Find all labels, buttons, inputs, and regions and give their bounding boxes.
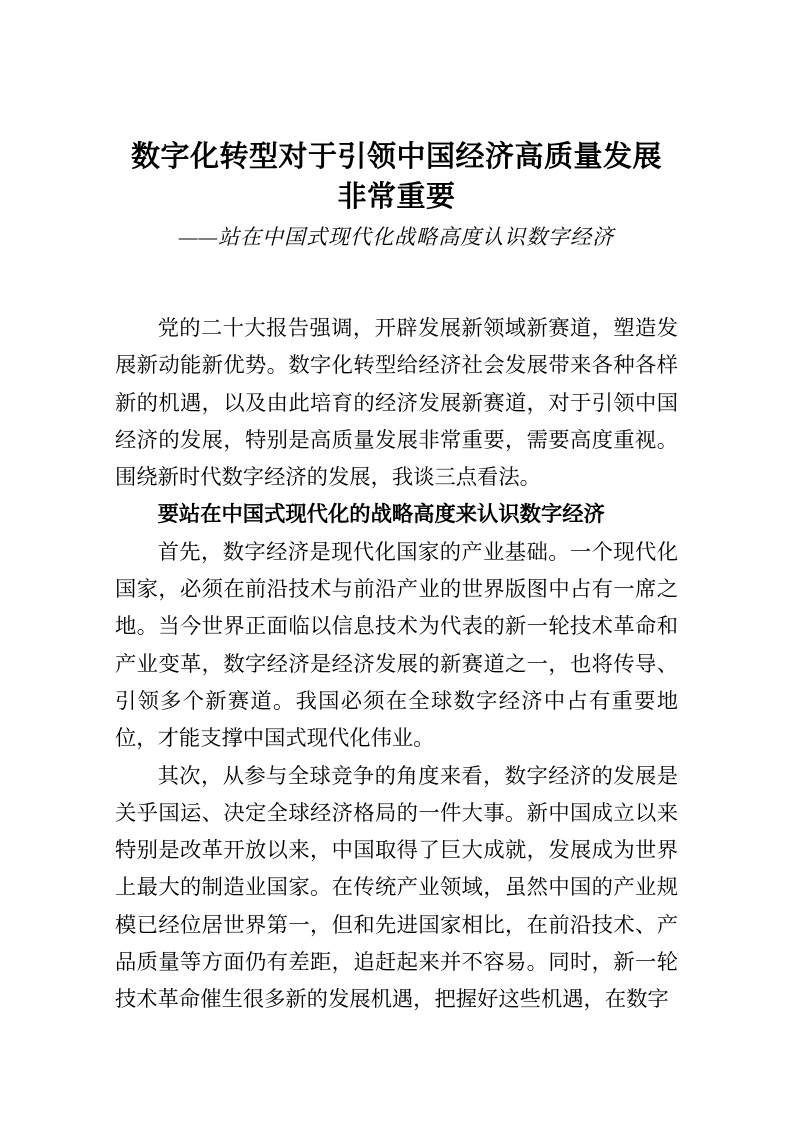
document-title xyxy=(0,137,793,217)
document-body xyxy=(115,310,678,1019)
paragraph-2: 首先，数字经济是现代化国家的产业基础。一个现代化国家，必须在前沿技术与前沿产业的世界版图中占有一席之地。当今世界正面临以信息技术为代表的新一轮技术革命和产业变革，数字经济是经济发展的新赛道之一，也将传导、引领多个新赛道。我国必须在全球数字经济中占有重要地位，才能支撑中国式现代化伟业。 xyxy=(115,539,678,751)
document-subtitle: ——站在中国式现代化战略高度认识数字经济 xyxy=(178,225,615,249)
paragraph-1: 党的二十大报告强调，开辟发展新领域新赛道，塑造发展新动能新优势。数字化转型给经济社会发展带来各种各样新的机遇，以及由此培育的经济发展新赛道，对于引领中国经济的发展，特别是高质量发展非常重要，需要高度重视。围绕新时代数字经济的发展，我谈三点看法。 xyxy=(115,316,678,490)
paragraph-3: 其次，从参与全球竞争的角度来看，数字经济的发展是关乎国运、决定全球经济格局的一件大事。新中国成立以来特别是改革开放以来，中国取得了巨大成就，发展成为世界上最大的制造业国家。在传统产业领域，虽然中国的产业规模已经位居世界第一，但和先进国家相比，在前沿技术、产品质量等方面仍有差距，追赶起来并不容易。同时，新一轮技术革命催生很多新的发展机遇，把握好这些机遇，在数字 xyxy=(115,763,678,1012)
document-title-line2: 非常重要 xyxy=(337,181,456,213)
section-heading: 要站在中国式现代化的战略高度来认识数字经济 xyxy=(157,502,605,527)
document-title-line1: 数字化转型对于引领中国经济高质量发展 xyxy=(130,141,662,173)
